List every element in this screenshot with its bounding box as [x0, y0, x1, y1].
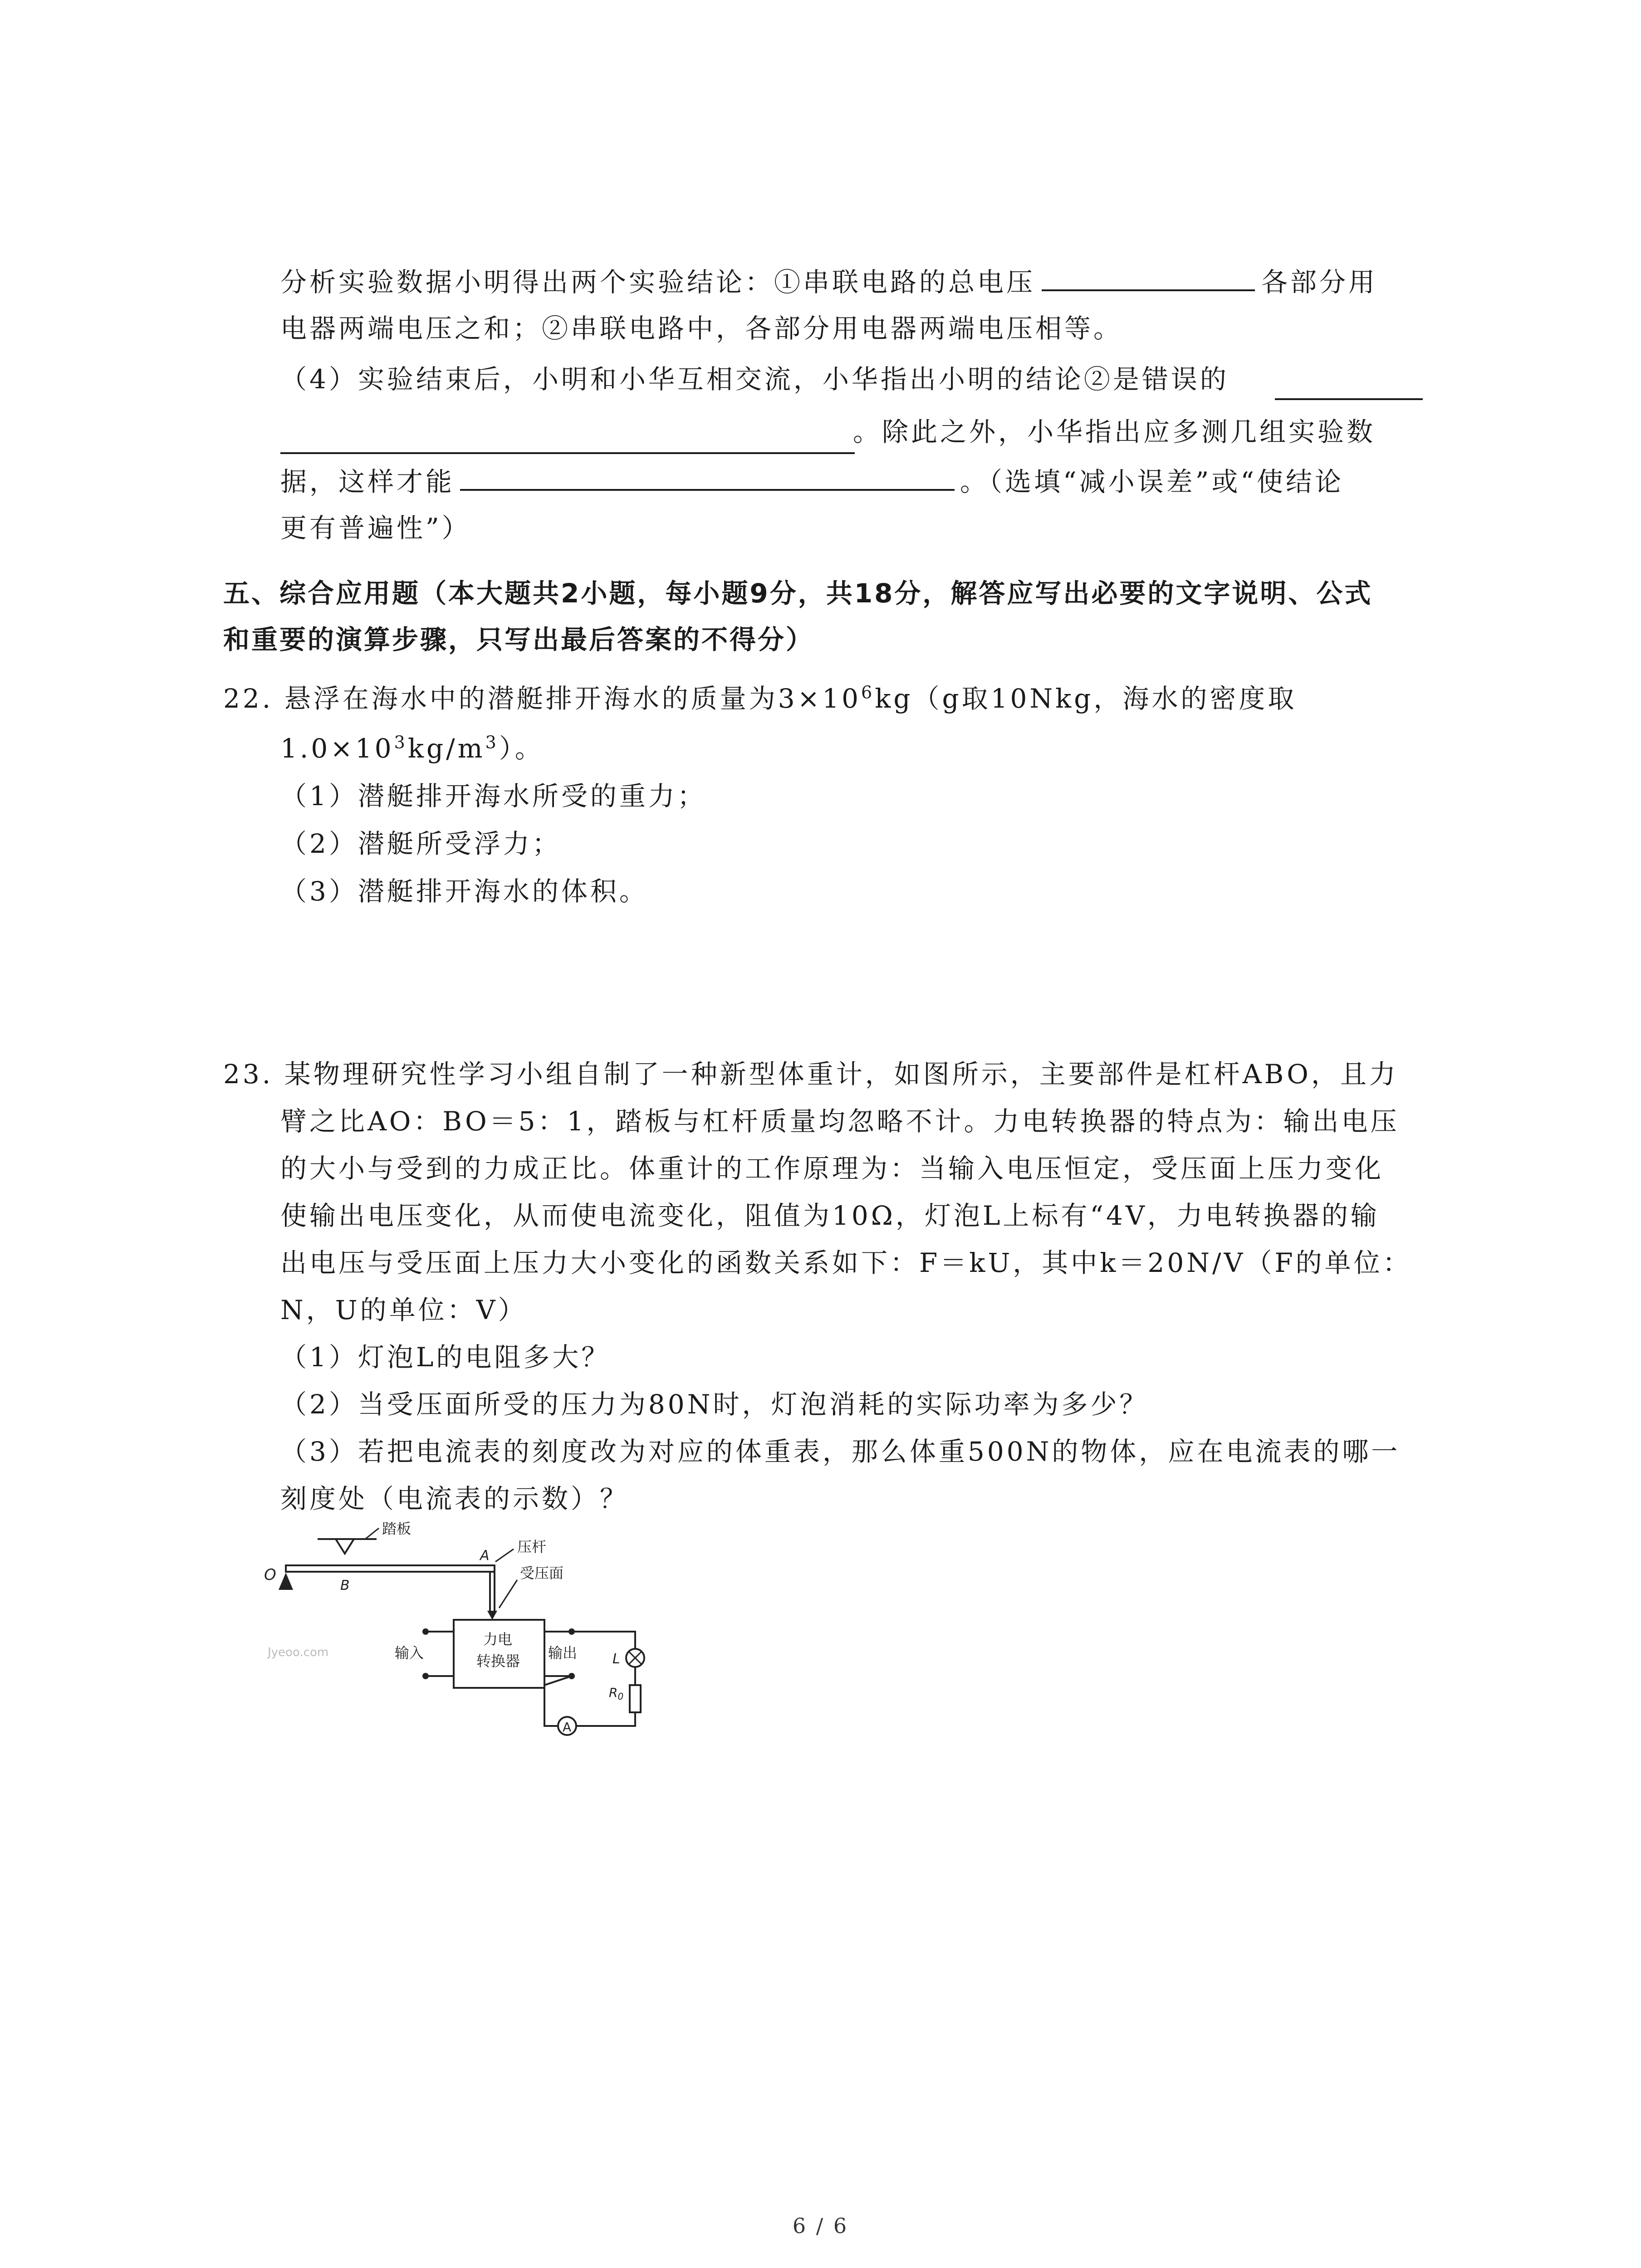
q21-line3: [280, 361, 1229, 397]
label-point-o: O: [264, 1566, 276, 1584]
label-converter-2: 转换器: [476, 1652, 520, 1670]
lever-beam: [286, 1565, 495, 1572]
q21-line4: 。除此之外，小华指出应多测几组实验数: [853, 416, 1376, 447]
page-number: 6 / 6: [792, 2214, 849, 2238]
label-ammeter: A: [563, 1720, 572, 1735]
pedal-leader: [365, 1528, 379, 1539]
section5-title-line1: 五、综合应用题（本大题共2小题，每小题9分，共18分，解答应写出必要的文字说明、公式: [223, 578, 1373, 609]
label-resistor: [609, 1685, 623, 1702]
input-terminal-bottom: [422, 1673, 429, 1679]
q23-line4: 使输出电压变化，从而使电流变化，阻值为10Ω，灯泡L上标有“4V，力电转换器的输: [280, 1200, 1380, 1231]
q22-sub3: （3）潜艇排开海水的体积。: [280, 876, 648, 907]
label-input: 输入: [395, 1644, 424, 1662]
q21-line5-text-b: 。（选填“减小误差”或“使结论: [960, 466, 1344, 497]
pedal-support: [336, 1539, 354, 1554]
answer-blank-3[interactable]: [460, 464, 955, 491]
resistor-icon: [630, 1685, 641, 1712]
watermark: Jyeoo.com: [268, 1646, 329, 1659]
q22-stem-b: kg（g取10Nkg，海水的密度取: [875, 683, 1297, 714]
label-rod: 压杆: [517, 1538, 547, 1555]
q23-line2: 臂之比AO：BO＝5：1，踏板与杠杆质量均忽略不计。力电转换器的特点为：输出电压: [280, 1106, 1400, 1137]
label-output: 输出: [548, 1644, 578, 1662]
q23-line1: [223, 1056, 1398, 1092]
q21-line3-text: （4）实验结束后，小明和小华互相交流，小华指出小明的结论②是错误的: [280, 364, 1229, 395]
label-converter-1: 力电: [483, 1631, 513, 1648]
surface-leader: [499, 1580, 517, 1608]
q22-sub1: （1）潜艇排开海水所受的重力；: [280, 781, 706, 811]
q23-line5: 出电压与受压面上压力大小变化的函数关系如下：F＝kU，其中k＝20N/V（F的单位：: [280, 1247, 1412, 1278]
answer-blank-2b[interactable]: [280, 452, 855, 454]
rod-leader: [495, 1549, 514, 1562]
q22-stem-a: 悬浮在海水中的潜艇排开海水的质量为3×10: [284, 683, 861, 714]
section5-title-line2: 和重要的演算步骤，只写出最后答案的不得分）: [223, 624, 814, 655]
q23-number: 23.: [223, 1059, 274, 1090]
q21-line2: 电器两端电压之和；②串联电路中，各部分用电器两端电压相等。: [280, 313, 1123, 344]
label-pedal: 踏板: [382, 1522, 411, 1537]
q23-sub2: （2）当受压面所受的压力为80N时，灯泡消耗的实际功率为多少？: [280, 1389, 1149, 1420]
q21-line1-text-b: 各部分用: [1261, 267, 1378, 298]
q22-density-c: ）。: [499, 733, 544, 764]
q22-stem: [223, 680, 1297, 717]
q22-sub2: （2）潜艇所受浮力；: [280, 828, 561, 859]
q22-number: 22.: [223, 683, 274, 714]
q22-density: [280, 730, 544, 767]
q22-density-exp2: 3: [485, 732, 499, 753]
label-point-b: B: [340, 1578, 350, 1593]
q23-sub3: （3）若把电流表的刻度改为对应的体重表，那么体重500N的物体，应在电流表的哪一: [280, 1436, 1401, 1467]
q23-line1-text: 某物理研究性学习小组自制了一种新型体重计，如图所示，主要部件是杠杆ABO，且力: [284, 1059, 1398, 1090]
circuit-wire-right: [572, 1632, 635, 1649]
q23-sub1: （1）灯泡L的电阻多大？: [280, 1342, 611, 1373]
q23-line3: 的大小与受到的力成正比。体重计的工作原理为：当输入电压恒定，受压面上压力变化: [280, 1153, 1384, 1184]
q21-line5: [280, 464, 1344, 500]
scale-circuit-figure: [263, 1522, 653, 1740]
circuit-wire-bottom: [576, 1712, 635, 1726]
label-resistor-r: R: [609, 1685, 618, 1700]
q21-line1-text-a: 分析实验数据小明得出两个实验结论：①串联电路的总电压: [280, 267, 1036, 298]
answer-blank-2a[interactable]: [1275, 398, 1423, 400]
input-terminal-top: [422, 1628, 429, 1635]
q23-sub4: 刻度处（电流表的示数）？: [280, 1483, 629, 1514]
q21-line5-text-a: 据，这样才能: [280, 466, 455, 497]
q22-density-b: kg/m: [407, 733, 485, 764]
q21-line1: [280, 264, 1377, 300]
label-point-a: A: [480, 1548, 490, 1564]
label-surface: 受压面: [520, 1564, 564, 1582]
q22-density-a: 1.0×10: [280, 733, 394, 764]
label-lamp: L: [612, 1651, 620, 1667]
circuit-diagram: [263, 1522, 653, 1740]
label-resistor-sub: 0: [617, 1691, 624, 1702]
q21-line6: 更有普遍性”）: [280, 513, 471, 543]
press-rod-tip: [487, 1611, 497, 1620]
q23-line6: N，U的单位：V）: [280, 1295, 527, 1325]
answer-blank-1[interactable]: [1042, 264, 1255, 291]
q22-stem-exp: 6: [861, 682, 875, 703]
pivot-triangle: [279, 1573, 293, 1590]
q22-density-exp: 3: [394, 732, 408, 753]
